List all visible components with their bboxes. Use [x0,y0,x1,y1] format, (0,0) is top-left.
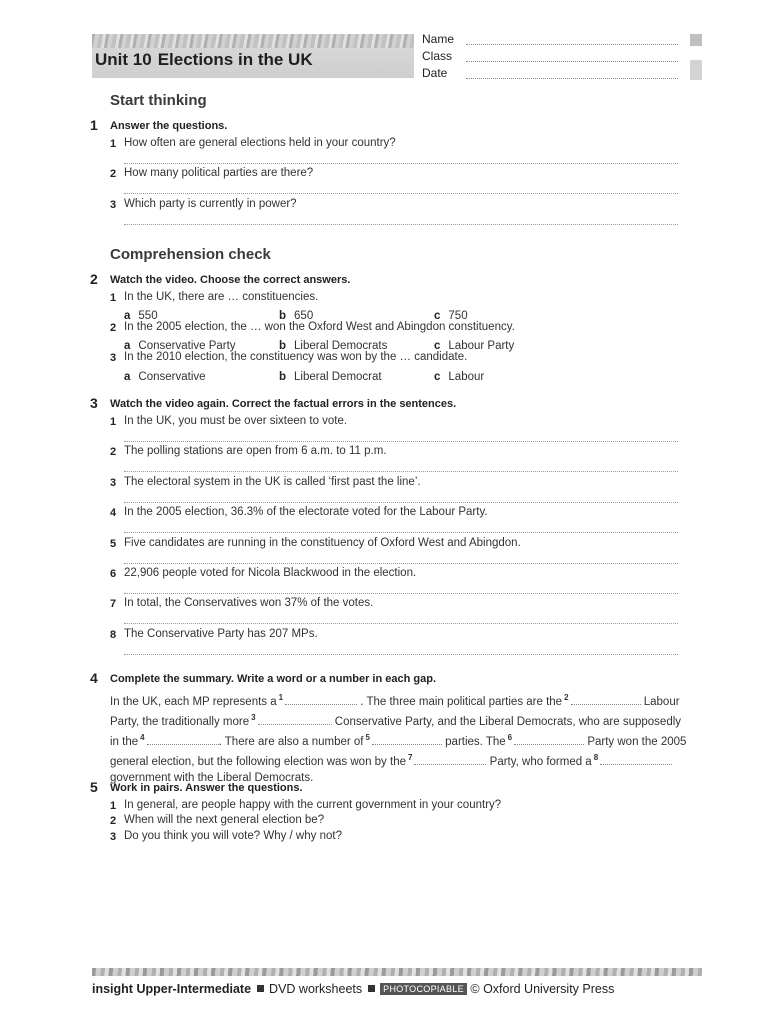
question-number: 2 [110,815,117,827]
question-number: 1 [110,138,117,150]
question-text: In the 2005 election, the … won the Oxford West and Abingdon constituency. [124,321,515,333]
sentence-number: 4 [110,507,117,519]
gap-number: 8 [593,753,599,763]
question-text: How many political parties are there? [124,167,314,179]
answer-line[interactable] [124,163,678,164]
exercise-instruction: Work in pairs. Answer the questions. [110,782,303,794]
answer-line[interactable] [124,193,678,194]
edge-tab [690,60,702,80]
option-b[interactable]: b 650 [279,310,314,322]
date-field[interactable] [466,78,678,79]
option-c[interactable]: c Labour [434,371,485,383]
sentence-text: 22,906 people voted for Nicola Blackwood in the election. [124,567,417,579]
exercise-instruction: Complete the summary. Write a word or a number in each gap. [110,673,436,685]
gap-7[interactable] [414,755,486,765]
gap-number: 2 [564,693,569,702]
class-label: Class [422,49,453,63]
sentence-text: The electoral system in the UK is called ‘first past the line’. [124,476,421,488]
gap-5[interactable] [372,735,442,745]
question-number: 3 [110,352,117,364]
photocopiable-badge: PHOTOCOPIABLE [380,983,467,995]
square-bullet-icon [368,985,375,992]
question-number: 2 [110,168,117,180]
sentence-number: 6 [110,568,117,580]
sentence-number: 2 [110,446,117,458]
sentence-number: 3 [110,477,117,489]
option-a[interactable]: a 550 [124,310,158,322]
gap-number: 4 [140,733,145,743]
exercise-instruction: Watch the video again. Correct the factual errors in the sentences. [110,398,457,410]
sentence-text: In total, the Conservatives won 37% of the votes. [124,597,374,609]
exercise-instruction: Watch the video. Choose the correct answers. [110,274,351,286]
gap-number: 7 [408,753,413,763]
sentence-number: 7 [110,598,117,610]
question-number: 2 [110,322,117,334]
sentence-text: In the 2005 election, 36.3% of the electorate voted for the Labour Party. [124,506,488,518]
footer-band [92,968,702,976]
gap-2[interactable] [571,695,641,705]
section-heading: Comprehension check [110,246,271,263]
answer-line[interactable] [124,593,678,594]
question-number: 3 [110,199,117,211]
sentence-text: In the UK, you must be over sixteen to vote. [124,415,348,427]
answer-line[interactable] [124,532,678,533]
sentence-number: 1 [110,416,117,428]
exercise-instruction: Answer the questions. [110,120,228,132]
sentence-text: Five candidates are running in the constituency of Oxford West and Abingdon. [124,537,521,549]
question-text: Do you think you will vote? Why / why not? [124,830,342,842]
name-label: Name [422,32,455,46]
class-field[interactable] [466,61,678,62]
page-title [95,50,313,70]
square-bullet-icon [257,985,264,992]
answer-line[interactable] [124,441,678,442]
option-c[interactable]: c Labour Party [434,340,515,352]
gap-number: 5 [365,733,370,743]
sentence-number: 8 [110,629,117,641]
question-text: In the 2010 election, the constituency was won by the … candidate. [124,351,468,363]
sentence-text: The Conservative Party has 207 MPs. [124,628,318,640]
question-text: How often are general elections held in your country? [124,137,396,149]
option-a[interactable]: a Conservative [124,371,206,383]
exercise-number: 3 [90,395,98,411]
option-c[interactable]: c 750 [434,310,468,322]
answer-line[interactable] [124,502,678,503]
unit-name: Elections in the UK [157,50,313,69]
gap-4[interactable] [147,735,219,745]
question-text: When will the next general election be? [124,814,325,826]
date-label: Date [422,66,448,80]
footer-brand: insight Upper-Intermediate [92,982,252,996]
exercise-number: 1 [90,117,98,133]
gap-1[interactable] [285,695,357,705]
gap-8[interactable] [600,755,672,765]
exercise-number: 5 [90,779,98,795]
question-number: 3 [110,831,117,843]
answer-line[interactable] [124,654,678,655]
question-text: In the UK, there are … constituencies. [124,291,319,303]
section-heading: Start thinking [110,92,207,109]
edge-tab [690,34,702,46]
option-b[interactable]: b Liberal Democrats [279,340,388,352]
footer-publisher: © Oxford University Press [470,982,615,996]
answer-line[interactable] [124,563,678,564]
banner-texture [92,34,414,48]
question-number: 1 [110,292,117,304]
gap-3[interactable] [258,715,332,725]
footer-part: DVD worksheets [269,982,363,996]
gap-number: 6 [507,733,513,743]
question-number: 1 [110,800,117,812]
answer-line[interactable] [124,471,678,472]
sentence-number: 5 [110,538,117,550]
option-a[interactable]: a Conservative Party [124,340,236,352]
question-text: In general, are people happy with the current government in your country? [124,799,502,811]
name-field[interactable] [466,44,678,45]
gap-fill-summary: In the UK, each MP represents a $^1$ . The three main political parties are the $^2$ Labour Party, the traditionally more $^3$ Conservative Party, and the Liberal Democrats, who are supposedly in the $^4$ . There are also a number of $^5$ parties. The $^6$ Party won the 2005 general election, but the following election was won by the $^7$ Party, who formed a $^8$ government with the Liberal Democrats. [110,693,687,784]
question-text: Which party is currently in power? [124,198,297,210]
option-b[interactable]: b Liberal Democrat [279,371,382,383]
answer-line[interactable] [124,224,678,225]
sentence-text: The polling stations are open from 6 a.m. to 11 p.m. [124,445,387,457]
gap-6[interactable] [514,735,584,745]
exercise-number: 4 [90,670,98,686]
answer-line[interactable] [124,623,678,624]
unit-number: Unit 10 [95,50,152,69]
gap-number: 1 [278,693,284,702]
gap-number: 3 [251,713,256,723]
footer [92,982,614,996]
exercise-number: 2 [90,271,98,287]
